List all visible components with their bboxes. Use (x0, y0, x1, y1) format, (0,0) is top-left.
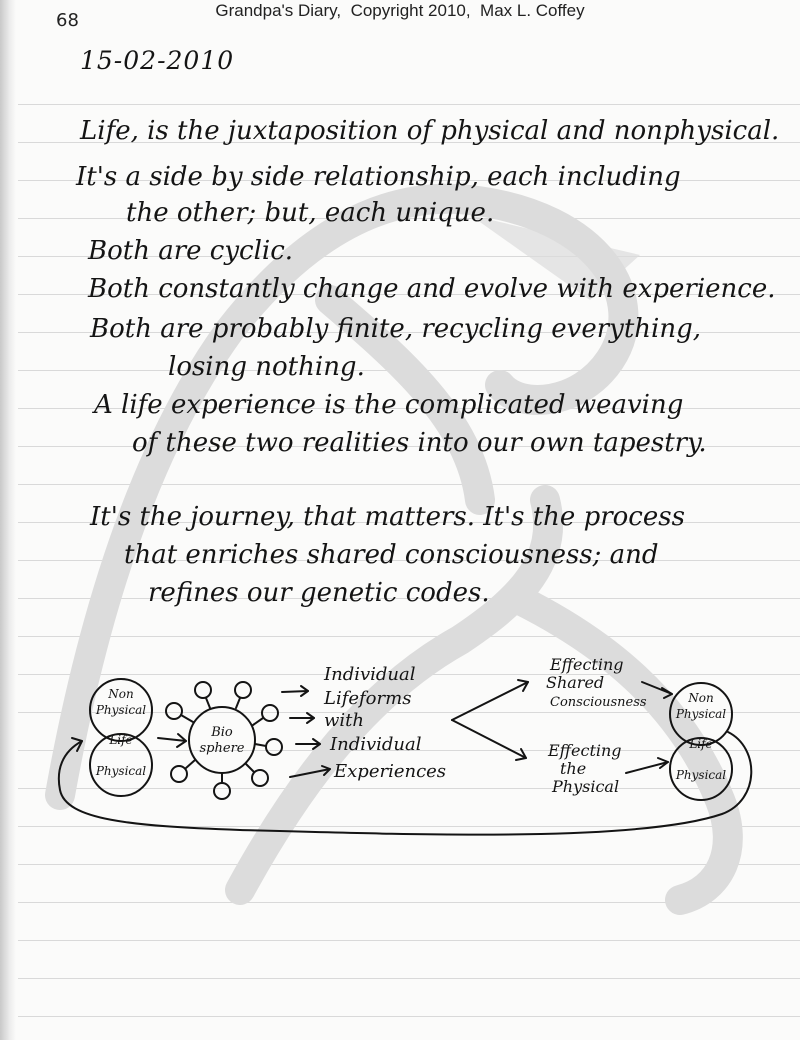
effecting-physical-label-3: Physical (552, 777, 620, 796)
entry-line: that enriches shared consciousness; and (124, 540, 659, 570)
biosphere-label-1: Bio (211, 725, 233, 740)
effecting-physical-label-1: Effecting (548, 741, 622, 760)
entry-line: It's the journey, that matters. It's the process (90, 502, 685, 532)
page-number: 68 (56, 10, 79, 31)
effecting-shared-label-3: Consciousness (550, 695, 647, 710)
effecting-shared-label-1: Effecting (550, 655, 624, 674)
left-nonphysical-label-1: Non (108, 687, 134, 701)
right-nonphysical-label-1: Non (688, 691, 714, 705)
individual-label-2: Lifeforms (324, 688, 412, 709)
individual-label-3: with (324, 710, 364, 731)
biosphere-circle (189, 707, 255, 773)
right-nonphysical-label-2: Physical (675, 707, 727, 721)
biosphere-label-2: sphere (199, 741, 245, 756)
individual-label-4: Individual (330, 734, 422, 755)
left-nonphysical-label-2: Physical (95, 703, 147, 717)
left-physical-label: Physical (95, 764, 147, 778)
right-life-label: Life (689, 737, 713, 751)
entry-line: Both constantly change and evolve with experience. (88, 274, 776, 304)
entry-line: Both are cyclic. (88, 236, 294, 266)
entry-line: the other; but, each unique. (126, 198, 495, 228)
entry-line: Both are probably finite, recycling everything, (90, 314, 701, 344)
left-life-label: Life (109, 733, 133, 747)
individual-label-5: Experiences (334, 761, 447, 782)
effecting-shared-label-2: Shared (546, 673, 605, 692)
right-physical-label: Physical (675, 768, 727, 782)
entry-line: losing nothing. (168, 352, 365, 382)
individual-label-1: Individual (324, 664, 416, 685)
entry-line: Life, is the juxtaposition of physical and nonphysical. (80, 116, 780, 146)
entry-line: A life experience is the complicated weaving (94, 390, 684, 420)
entry-line: It's a side by side relationship, each including (76, 162, 681, 192)
entry-date: 15-02-2010 (80, 46, 235, 75)
page-header: Grandpa's Diary, Copyright 2010, Max L. Coffey (215, 1, 585, 20)
entry-line: refines our genetic codes. (148, 578, 490, 608)
effecting-physical-label-2: the (560, 759, 587, 778)
entry-line: of these two realities into our own tapestry. (132, 428, 707, 458)
